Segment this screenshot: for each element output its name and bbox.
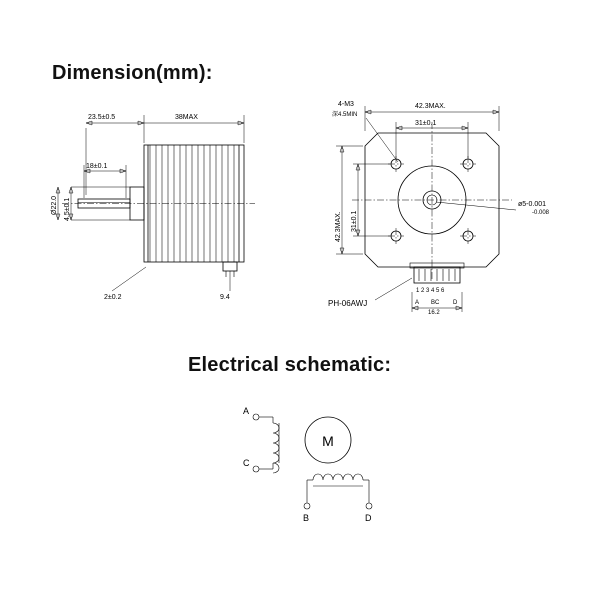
dim-shaft-tol: -0.008 [532, 210, 550, 216]
note-hole-depth: 深4.5MIN [332, 112, 358, 118]
dimension-heading: Dimension(mm): [52, 62, 213, 84]
terminal-label-d: D [365, 513, 372, 523]
pin-label-d: D [453, 300, 458, 306]
dim-width-max: 42.3MAX. [415, 103, 446, 110]
dim-boss-height: 4.5±0.1 [64, 197, 71, 221]
motor-symbol-label: M [322, 433, 334, 449]
dim-hole-pitch-v: 31±0.1 [351, 210, 358, 232]
front-view-drawing [320, 92, 585, 322]
pin-label-a: A [415, 300, 420, 306]
dim-shaft-dia: ø5-0.001 [518, 201, 547, 208]
schematic-drawing [215, 395, 405, 545]
dim-connector-offset: 9.4 [220, 294, 230, 301]
dim-connector-width: 16.2 [428, 310, 440, 316]
dim-flat-length: 18±0.1 [86, 163, 108, 170]
dim-hole-pitch-h: 31±0.1 [415, 120, 437, 127]
terminal-label-b: B [303, 513, 310, 523]
dim-boss-diameter: Ø22.0 [51, 195, 58, 215]
dim-body-length: 38MAX [175, 114, 198, 121]
electrical-heading: Electrical schematic: [188, 354, 392, 376]
dim-height-max: 42.3MAX. [335, 211, 342, 242]
dim-shaft-length: 23.5±0.5 [88, 114, 116, 121]
note-mount-holes: 4-M3 [338, 101, 354, 108]
side-view-drawing [40, 95, 290, 320]
note-pin-numbers: 1 2 3 4 5 6 [416, 288, 445, 294]
dim-plate-thickness: 2±0.2 [104, 294, 122, 301]
terminal-label-c: C [243, 458, 250, 468]
note-connector-type: PH-06AWJ [328, 299, 368, 308]
terminal-label-a: A [243, 406, 250, 416]
pin-label-bc: BC [431, 300, 440, 306]
